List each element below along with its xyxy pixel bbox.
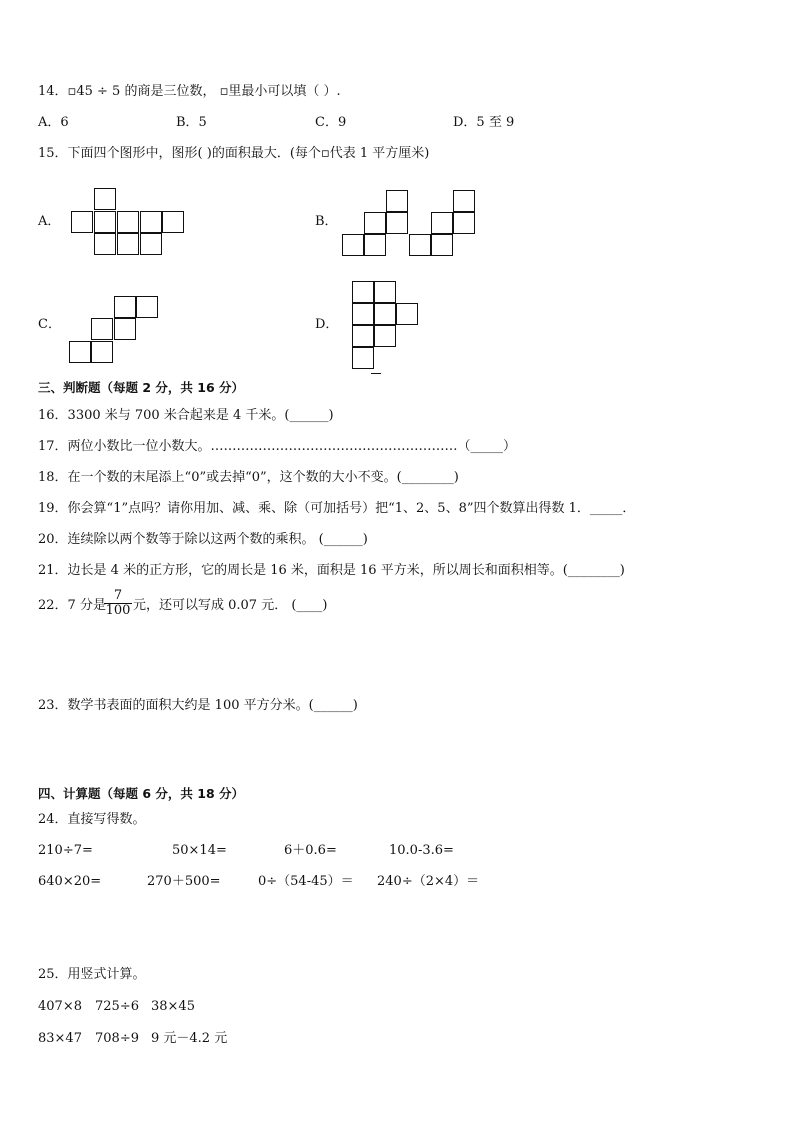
option-14-b: B．5 [176, 115, 207, 130]
vertical-calc-item: 83×47 [38, 1031, 82, 1046]
question-20: 20．连续除以两个数等于除以这两个数的乘积。 (______) [38, 532, 368, 547]
calc-item: 210÷7= [38, 843, 93, 858]
figure-a-label: A． [38, 214, 61, 229]
vertical-calc-item: 725÷6 [95, 999, 139, 1014]
fraction-7-100 [104, 589, 132, 618]
option-14-c: C．9 [315, 115, 347, 130]
question-19: 19．你会算“1”点吗？请你用加、减、乘、除（可加括号）把“1、2、5、8”四个数算出得数 1．_____． [38, 501, 636, 516]
option-14-a: A．6 [38, 115, 69, 130]
figure-c-label: C． [38, 317, 61, 332]
calc-item: 0÷（54-45）＝ [258, 874, 354, 889]
fraction-denominator: 100 [105, 603, 131, 618]
question-23: 23．数学书表面的面积大约是 100 平方分米。(______) [38, 698, 358, 713]
figure-b-label: B． [315, 214, 338, 229]
question-22-suffix: 元，还可以写成 0.07 元． (____) [133, 598, 328, 613]
calc-item: 640×20= [38, 874, 102, 889]
calc-item: 6＋0.6= [284, 843, 337, 858]
vertical-calc-item: 708÷9 [95, 1031, 139, 1046]
section-4-title: 四、计算题（每题 6 分，共 18 分） [38, 786, 245, 801]
question-24: 24．直接写得数。 [38, 812, 146, 827]
question-21: 21．边长是 4 米的正方形，它的周长是 16 米，面积是 16 平方米，所以周长和面积相等。(________) [38, 563, 625, 578]
calc-item: 270＋500= [147, 874, 221, 889]
calc-item: 10.0-3.6= [389, 843, 454, 858]
question-15: 15．下面四个图形中，图形( )的面积最大．(每个▫代表 1 平方厘米) [38, 146, 430, 161]
option-14-d: D．5 至 9 [453, 115, 515, 130]
vertical-calc-item: 38×45 [151, 999, 195, 1014]
section-3-title: 三、判断题（每题 2 分，共 16 分） [38, 380, 245, 395]
question-22-prefix: 22．7 分是 [38, 598, 106, 613]
question-17: 17．两位小数比一位小数大。…………………………………………………（_____） [38, 439, 517, 454]
vertical-calc-item: 9 元－4.2 元 [151, 1031, 228, 1046]
figure-d-label: D． [315, 317, 339, 332]
calc-item: 240÷（2×4）＝ [377, 874, 480, 889]
vertical-calc-item: 407×8 [38, 999, 82, 1014]
question-14: 14．▫45 ÷ 5 的商是三位数， ▫里最小可以填（ ）. [38, 84, 341, 99]
question-18: 18．在一个数的末尾添上“0”或去掉“0”，这个数的大小不变。(________) [38, 470, 459, 485]
question-16: 16．3300 米与 700 米合起来是 4 千米。(______) [38, 408, 334, 423]
fraction-numerator: 7 [104, 589, 132, 604]
question-25: 25．用竖式计算。 [38, 967, 146, 982]
calc-item: 50×14= [172, 843, 227, 858]
